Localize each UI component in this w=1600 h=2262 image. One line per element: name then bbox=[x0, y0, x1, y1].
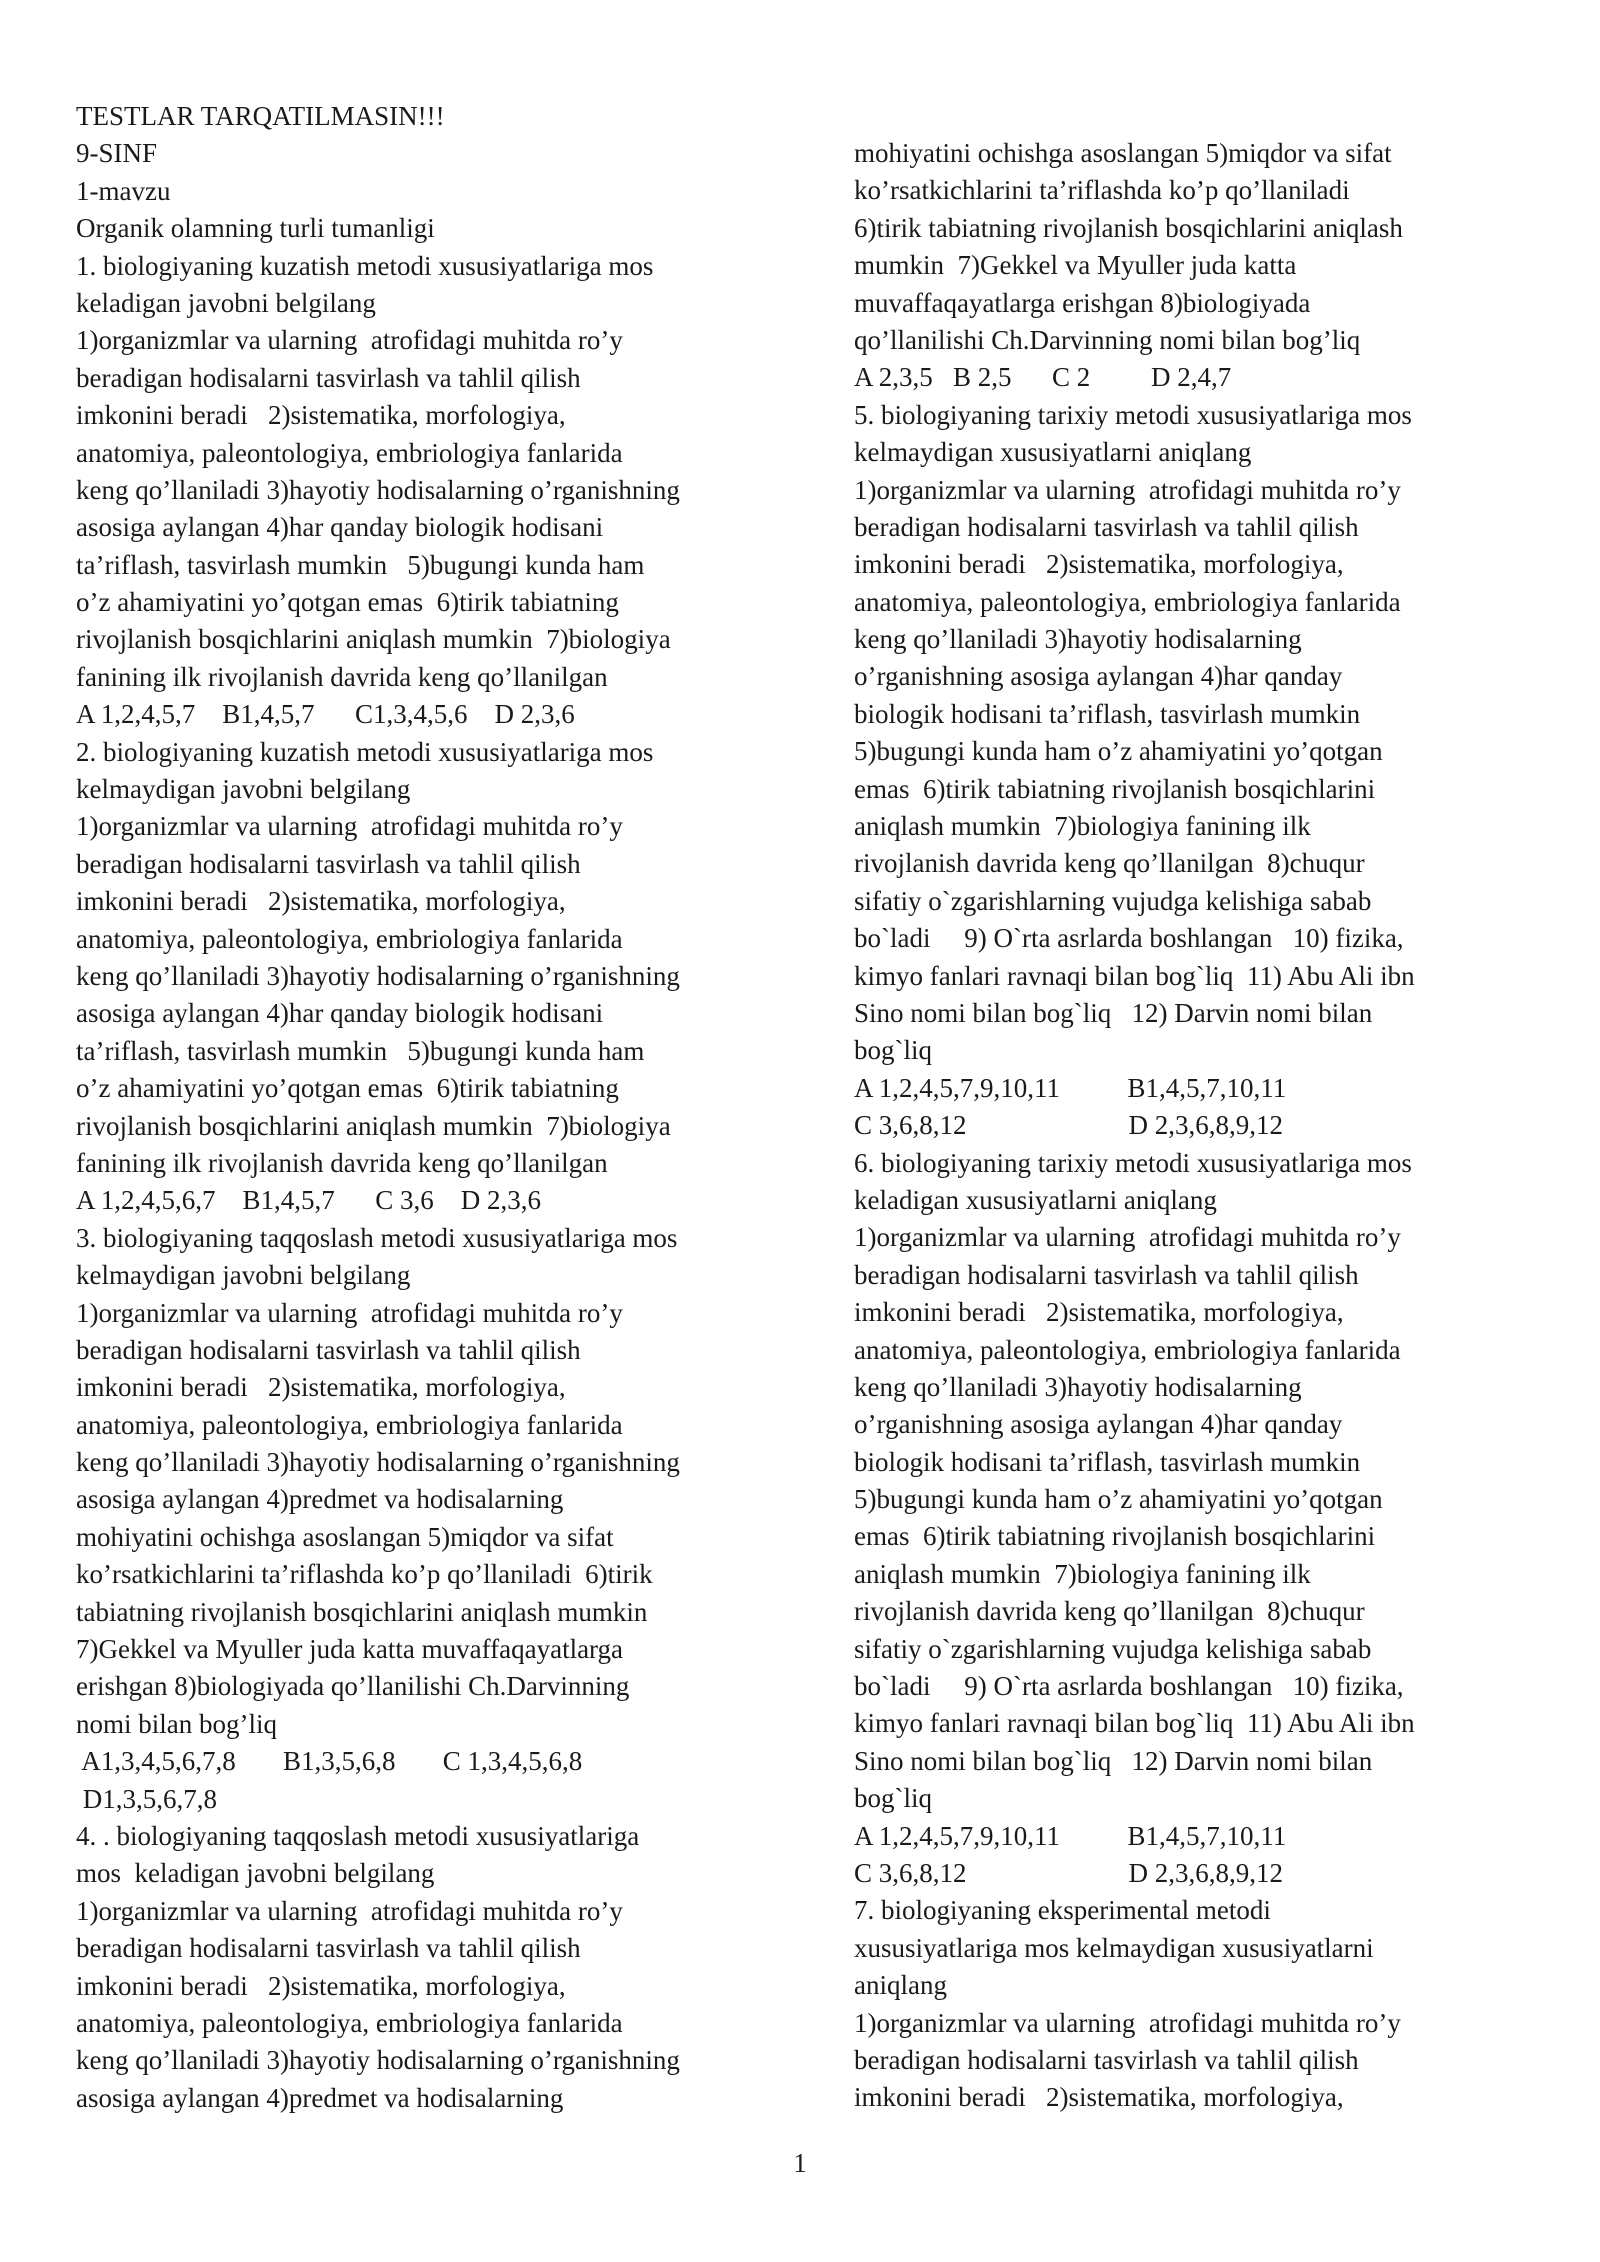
right-column-text-line: beradigan hodisalarni tasvirlash va tahlil qilish bbox=[854, 2044, 1359, 2075]
left-column-text-line: A 1,2,4,5,7 B1,4,5,7 C1,3,4,5,6 D 2,3,6 bbox=[76, 699, 575, 730]
left-column-text-line: keladigan javobni belgilang bbox=[76, 287, 376, 318]
right-column-text-line: C 3,6,8,12 D 2,3,6,8,9,12 bbox=[854, 1110, 1284, 1141]
right-column-text-line: kelmaydigan xususiyatlarni aniqlang bbox=[854, 437, 1252, 468]
right-column-text-line: A 1,2,4,5,7,9,10,11 B1,4,5,7,10,11 bbox=[854, 1820, 1287, 1851]
right-column-text-line: 5)bugungi kunda ham o’z ahamiyatini yo’qotgan bbox=[854, 1484, 1383, 1515]
right-column-text-line: aniqlash mumkin 7)biologiya fanining ilk bbox=[854, 1558, 1311, 1589]
left-column-text-line: imkonini beradi 2)sistematika, morfologiya, bbox=[76, 400, 566, 431]
right-column-text-line: aniqlash mumkin 7)biologiya fanining ilk bbox=[854, 811, 1311, 842]
left-column-text-line: mohiyatini ochishga asoslangan 5)miqdor va sifat bbox=[76, 1521, 614, 1552]
left-column-text-line: anatomiya, paleontologiya, embriologiya fanlarida bbox=[76, 923, 623, 954]
right-column-text-line: o’rganishning asosiga aylangan 4)har qanday bbox=[854, 661, 1343, 692]
left-column-text-line: o’z ahamiyatini yo’qotgan emas 6)tirik tabiatning bbox=[76, 1073, 619, 1104]
right-column-text-line: kimyo fanlari ravnaqi bilan bog`liq 11) Abu Ali ibn bbox=[854, 1708, 1415, 1739]
left-column-text-line: imkonini beradi 2)sistematika, morfologiya, bbox=[76, 1372, 566, 1403]
right-column-text-line: kimyo fanlari ravnaqi bilan bog`liq 11) Abu Ali ibn bbox=[854, 960, 1415, 991]
left-column-text-line: asosiga aylangan 4)predmet va hodisalarning bbox=[76, 1484, 564, 1515]
left-column-text-line: mos keladigan javobni belgilang bbox=[76, 1858, 435, 1889]
left-column-text-line: ta’riflash, tasvirlash mumkin 5)bugungi kunda ham bbox=[76, 549, 645, 580]
left-column-text-line: o’z ahamiyatini yo’qotgan emas 6)tirik tabiatning bbox=[76, 587, 619, 618]
right-column bbox=[854, 135, 1554, 2117]
left-column-text-line: kelmaydigan javobni belgilang bbox=[76, 1260, 411, 1291]
right-column-text-line: bog`liq bbox=[854, 1783, 932, 1814]
left-column-text-line: keng qo’llaniladi 3)hayotiy hodisalarning o’rganishning bbox=[76, 960, 680, 991]
left-column-text-line: asosiga aylangan 4)har qanday biologik hodisani bbox=[76, 512, 604, 543]
left-column-text-line: keng qo’llaniladi 3)hayotiy hodisalarning o’rganishning bbox=[76, 1447, 680, 1478]
right-column-text-line: A 1,2,4,5,7,9,10,11 B1,4,5,7,10,11 bbox=[854, 1072, 1287, 1103]
left-column-text-line: 1)organizmlar va ularning atrofidagi muhitda ro’y bbox=[76, 811, 623, 842]
right-column-text-line: 6)tirik tabiatning rivojlanish bosqichlarini aniqlash bbox=[854, 212, 1403, 243]
left-column-text-line: 3. biologiyaning taqqoslash metodi xususiyatlariga mos bbox=[76, 1222, 678, 1253]
left-column-text-line: imkonini beradi 2)sistematika, morfologiya, bbox=[76, 1970, 566, 2001]
right-column-text-line: 5)bugungi kunda ham o’z ahamiyatini yo’qotgan bbox=[854, 736, 1383, 767]
left-column-text-line: imkonini beradi 2)sistematika, morfologiya, bbox=[76, 886, 566, 917]
right-column-text-line: muvaffaqayatlarga erishgan 8)biologiyada bbox=[854, 287, 1311, 318]
left-column-text-line: anatomiya, paleontologiya, embriologiya fanlarida bbox=[76, 2007, 623, 2038]
right-column-text-line: beradigan hodisalarni tasvirlash va tahlil qilish bbox=[854, 511, 1359, 542]
right-column-text-line: rivojlanish davrida keng qo’llanilgan 8)chuqur bbox=[854, 1596, 1365, 1627]
left-column-text-line: 2. biologiyaning kuzatish metodi xususiyatlariga mos bbox=[76, 736, 654, 767]
right-column-text-line: sifatiy o`zgarishlarning vujudga kelishiga sabab bbox=[854, 885, 1372, 916]
right-column-text-line: anatomiya, paleontologiya, embriologiya fanlarida bbox=[854, 586, 1401, 617]
left-column-text-line: asosiga aylangan 4)har qanday biologik hodisani bbox=[76, 998, 604, 1029]
left-column-text-line: Organik olamning turli tumanligi bbox=[76, 213, 435, 244]
right-column-text-line: keng qo’llaniladi 3)hayotiy hodisalarning bbox=[854, 1371, 1302, 1402]
right-column-text-line: aniqlang bbox=[854, 1970, 947, 2001]
right-column-text-line: 1)organizmlar va ularning atrofidagi muhitda ro’y bbox=[854, 474, 1401, 505]
right-column-text-line: bo`ladi 9) O`rta asrlarda boshlangan 10) fizika, bbox=[854, 923, 1404, 954]
right-column-text-line: anatomiya, paleontologiya, embriologiya fanlarida bbox=[854, 1334, 1401, 1365]
left-column-text-line: beradigan hodisalarni tasvirlash va tahlil qilish bbox=[76, 1334, 581, 1365]
left-column-text-line: fanining ilk rivojlanish davrida keng qo’llanilgan bbox=[76, 1147, 608, 1178]
left-column-text-line: keng qo’llaniladi 3)hayotiy hodisalarning o’rganishning bbox=[76, 2045, 680, 2076]
right-column-text-line: imkonini beradi 2)sistematika, morfologiya, bbox=[854, 1297, 1344, 1328]
right-column-text-line: xususiyatlariga mos kelmaydigan xususiyatlarni bbox=[854, 1932, 1374, 1963]
right-column-text-line: emas 6)tirik tabiatning rivojlanish bosqichlarini bbox=[854, 1521, 1376, 1552]
left-column-text-line: keng qo’llaniladi 3)hayotiy hodisalarning o’rganishning bbox=[76, 474, 680, 505]
left-column-text-line: ko’rsatkichlarini ta’riflashda ko’p qo’llaniladi 6)tirik bbox=[76, 1559, 653, 1590]
right-column-text-line: rivojlanish davrida keng qo’llanilgan 8)chuqur bbox=[854, 848, 1365, 879]
right-column-text-line: Sino nomi bilan bog`liq 12) Darvin nomi bilan bbox=[854, 997, 1373, 1028]
right-column-text-line: biologik hodisani ta’riflash, tasvirlash mumkin bbox=[854, 1446, 1361, 1477]
right-column-text-line: sifatiy o`zgarishlarning vujudga kelishiga sabab bbox=[854, 1633, 1372, 1664]
left-column-text-line: TESTLAR TARQATILMASIN!!! bbox=[76, 101, 445, 131]
left-column-text-line: ta’riflash, tasvirlash mumkin 5)bugungi kunda ham bbox=[76, 1035, 645, 1066]
left-column-text-line: 9-SINF bbox=[76, 138, 158, 169]
right-column-text-line: C 3,6,8,12 D 2,3,6,8,9,12 bbox=[854, 1857, 1284, 1888]
right-column-text-line: Sino nomi bilan bog`liq 12) Darvin nomi bilan bbox=[854, 1745, 1373, 1776]
left-column-text-line: nomi bilan bog’liq bbox=[76, 1708, 277, 1739]
left-column-text-line: beradigan hodisalarni tasvirlash va tahlil qilish bbox=[76, 362, 581, 393]
left-column-text-line: 1)organizmlar va ularning atrofidagi muhitda ro’y bbox=[76, 1297, 623, 1328]
right-column-text-line: qo’llanilishi Ch.Darvinning nomi bilan bog’liq bbox=[854, 324, 1361, 355]
left-column-text-line: tabiatning rivojlanish bosqichlarini aniqlash mumkin bbox=[76, 1596, 648, 1627]
right-column-text-line: ko’rsatkichlarini ta’riflashda ko’p qo’llaniladi bbox=[854, 175, 1350, 206]
right-column-text-line: beradigan hodisalarni tasvirlash va tahlil qilish bbox=[854, 1259, 1359, 1290]
left-column-text-line: erishgan 8)biologiyada qo’llanilishi Ch.Darvinning bbox=[76, 1671, 630, 1702]
left-column-text-line: beradigan hodisalarni tasvirlash va tahlil qilish bbox=[76, 848, 581, 879]
right-column-text-line: o’rganishning asosiga aylangan 4)har qanday bbox=[854, 1409, 1343, 1440]
right-column-text-line: bo`ladi 9) O`rta asrlarda boshlangan 10) fizika, bbox=[854, 1671, 1404, 1702]
right-column-text-line: imkonini beradi 2)sistematika, morfologiya, bbox=[854, 549, 1344, 580]
right-column-text-line: 1)organizmlar va ularning atrofidagi muhitda ro’y bbox=[854, 1222, 1401, 1253]
left-column-text-line: 1)organizmlar va ularning atrofidagi muhitda ro’y bbox=[76, 325, 623, 356]
left-column bbox=[76, 98, 816, 2117]
left-column-text-line: D1,3,5,6,7,8 bbox=[76, 1783, 217, 1814]
right-column-text-line: keladigan xususiyatlarni aniqlang bbox=[854, 1184, 1217, 1215]
left-column-text-line: anatomiya, paleontologiya, embriologiya fanlarida bbox=[76, 1409, 623, 1440]
left-column-text-line: anatomiya, paleontologiya, embriologiya fanlarida bbox=[76, 437, 623, 468]
left-column-text-line: 4. . biologiyaning taqqoslash metodi xususiyatlariga bbox=[76, 1820, 640, 1851]
right-column-text-line: 7. biologiyaning eksperimental metodi bbox=[854, 1895, 1271, 1926]
left-column-text-line: 1-mavzu bbox=[76, 175, 171, 206]
right-column-text-line: biologik hodisani ta’riflash, tasvirlash mumkin bbox=[854, 698, 1361, 729]
right-column-text-line: bog`liq bbox=[854, 1035, 932, 1066]
left-column-text-line: rivojlanish bosqichlarini aniqlash mumkin 7)biologiya bbox=[76, 1110, 671, 1141]
left-column-text-line: 1)organizmlar va ularning atrofidagi muhitda ro’y bbox=[76, 1895, 623, 1926]
left-column-text-line: A 1,2,4,5,6,7 B1,4,5,7 C 3,6 D 2,3,6 bbox=[76, 1185, 542, 1216]
right-column-text-line: emas 6)tirik tabiatning rivojlanish bosqichlarini bbox=[854, 773, 1376, 804]
right-column-text-line: A 2,3,5 B 2,5 C 2 D 2,4,7 bbox=[854, 362, 1232, 393]
right-column-text-line: keng qo’llaniladi 3)hayotiy hodisalarning bbox=[854, 624, 1302, 655]
left-column-text-line: kelmaydigan javobni belgilang bbox=[76, 774, 411, 805]
page-number: 1 bbox=[793, 2148, 807, 2178]
left-column-text-line: asosiga aylangan 4)predmet va hodisalarning bbox=[76, 2082, 564, 2113]
right-column-text-line: mumkin 7)Gekkel va Myuller juda katta bbox=[854, 250, 1297, 281]
right-column-text-line: 1)organizmlar va ularning atrofidagi muhitda ro’y bbox=[854, 2007, 1401, 2038]
left-column-text-line: 1. biologiyaning kuzatish metodi xususiyatlariga mos bbox=[76, 250, 654, 281]
right-column-text-line: 5. biologiyaning tarixiy metodi xususiyatlariga mos bbox=[854, 399, 1412, 430]
left-column-text-line: fanining ilk rivojlanish davrida keng qo’llanilgan bbox=[76, 661, 608, 692]
left-column-text-line: 7)Gekkel va Myuller juda katta muvaffaqayatlarga bbox=[76, 1634, 624, 1665]
right-column-text-line: imkonini beradi 2)sistematika, morfologiya, bbox=[854, 2082, 1344, 2113]
right-column-text-line: 6. biologiyaning tarixiy metodi xususiyatlariga mos bbox=[854, 1147, 1412, 1178]
left-column-text-line: beradigan hodisalarni tasvirlash va tahlil qilish bbox=[76, 1933, 581, 1964]
left-column-text-line: A1,3,4,5,6,7,8 B1,3,5,6,8 C 1,3,4,5,6,8 bbox=[76, 1746, 583, 1777]
left-column-text-line: rivojlanish bosqichlarini aniqlash mumkin 7)biologiya bbox=[76, 624, 671, 655]
right-column-text-line: mohiyatini ochishga asoslangan 5)miqdor va sifat bbox=[854, 138, 1392, 168]
